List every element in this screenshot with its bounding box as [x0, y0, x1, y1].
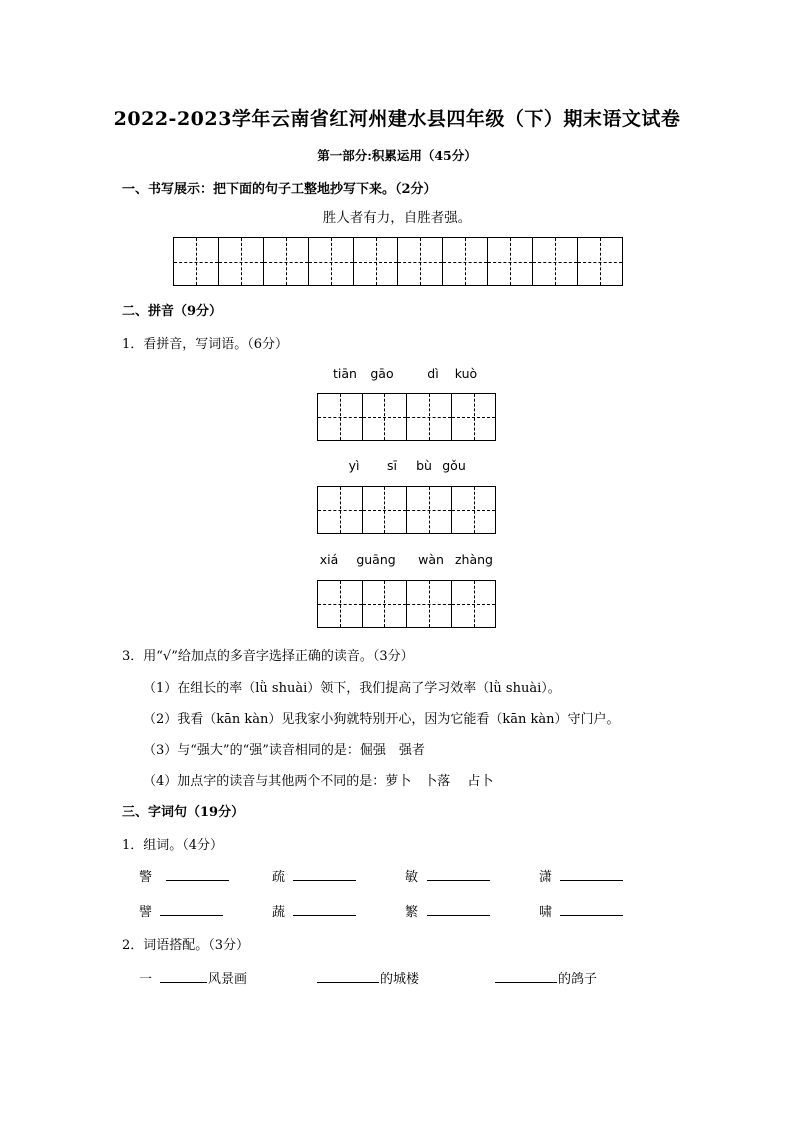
- pinyin: guāng: [356, 552, 396, 567]
- copy-sentence: 胜人者有力，自胜者强。: [322, 210, 472, 226]
- grid-cell[interactable]: [318, 486, 363, 534]
- grid-cell[interactable]: [363, 580, 408, 628]
- pinyin: gāo: [370, 366, 394, 381]
- writing-grid-word-3[interactable]: [317, 580, 496, 628]
- answer-blank[interactable]: [293, 866, 356, 881]
- pinyin: zhàng: [454, 552, 493, 567]
- writing-grid-word-1[interactable]: [317, 393, 496, 441]
- grid-cell[interactable]: [363, 486, 408, 534]
- word-prompt: 疏: [272, 870, 286, 885]
- answer-blank[interactable]: [317, 968, 379, 983]
- word-prompt: 潇: [539, 870, 553, 885]
- grid-cell[interactable]: [452, 393, 497, 441]
- match-item: 的鸽子: [558, 972, 598, 987]
- word-prompt: 啸: [539, 905, 553, 920]
- grid-cell[interactable]: [488, 237, 533, 286]
- match-item: 风景画: [208, 972, 248, 987]
- grid-cell[interactable]: [452, 486, 497, 534]
- grid-cell[interactable]: [174, 237, 219, 286]
- question-item: （2）我看（kān kàn）见我家小狗就特别开心，因为它能看（kān kàn）守门户。: [143, 712, 620, 727]
- section-heading-2: 二、拼音（9分）: [122, 304, 223, 319]
- grid-cell[interactable]: [533, 237, 578, 286]
- pinyin: kuò: [454, 366, 478, 381]
- answer-blank[interactable]: [293, 901, 356, 916]
- question-3-2: 2．词语搭配。（3分）: [122, 938, 250, 953]
- word-prompt: 蔬: [272, 905, 286, 920]
- pinyin: dì: [427, 366, 439, 381]
- writing-grid-sentence[interactable]: [173, 237, 623, 286]
- word-prompt: 譬: [139, 905, 153, 920]
- word-prompt: 敏: [405, 870, 419, 885]
- grid-cell[interactable]: [309, 237, 354, 286]
- pinyin: bù: [416, 458, 432, 473]
- section-heading-1: 一、书写展示：把下面的句子工整地抄写下来。（2分）: [122, 182, 437, 197]
- question-item: （4）加点字的读音与其他两个不同的是：萝卜 卜落 占卜: [143, 774, 494, 789]
- grid-cell[interactable]: [407, 393, 452, 441]
- answer-blank[interactable]: [560, 901, 623, 916]
- word-prompt: 警: [139, 870, 153, 885]
- pinyin: yì: [348, 458, 360, 473]
- answer-blank[interactable]: [160, 968, 207, 983]
- pinyin: wàn: [418, 552, 444, 567]
- answer-blank[interactable]: [427, 901, 490, 916]
- match-prefix: 一: [139, 972, 153, 987]
- question-2-1: 1．看拼音，写词语。（6分）: [122, 337, 289, 352]
- section-heading-3: 三、字词句（19分）: [122, 805, 245, 820]
- grid-cell[interactable]: [578, 237, 623, 286]
- question-3-1: 1．组词。（4分）: [122, 838, 224, 853]
- pinyin: tiān: [333, 366, 357, 381]
- pinyin: gǒu: [442, 458, 466, 473]
- grid-cell[interactable]: [318, 580, 363, 628]
- page-title: 2022-2023学年云南省红河州建水县四年级（下）期末语文试卷: [113, 108, 681, 130]
- match-item: 的城楼: [380, 972, 420, 987]
- grid-cell[interactable]: [452, 580, 497, 628]
- answer-blank[interactable]: [427, 866, 490, 881]
- grid-cell[interactable]: [407, 486, 452, 534]
- answer-blank[interactable]: [560, 866, 623, 881]
- answer-blank[interactable]: [166, 866, 229, 881]
- word-prompt: 繁: [405, 905, 419, 920]
- question-item: （3）与“强大”的“强”读音相同的是：倔强 强者: [143, 743, 425, 758]
- part-subtitle: 第一部分:积累运用（45分）: [317, 148, 477, 163]
- writing-grid-word-2[interactable]: [317, 486, 496, 534]
- pinyin: sī: [387, 458, 397, 473]
- grid-cell[interactable]: [407, 580, 452, 628]
- grid-cell[interactable]: [398, 237, 443, 286]
- question-item: （1）在组长的率（lǜ shuài）领下，我们提高了学习效率（lǜ shuài）。: [143, 681, 561, 696]
- grid-cell[interactable]: [354, 237, 399, 286]
- grid-cell[interactable]: [219, 237, 264, 286]
- grid-cell[interactable]: [264, 237, 309, 286]
- grid-cell[interactable]: [318, 393, 363, 441]
- grid-cell[interactable]: [443, 237, 488, 286]
- answer-blank[interactable]: [495, 968, 557, 983]
- pinyin: xiá: [319, 552, 339, 567]
- question-2-3: 3．用“√”给加点的多音字选择正确的读音。（3分）: [122, 649, 414, 664]
- answer-blank[interactable]: [160, 901, 223, 916]
- grid-cell[interactable]: [363, 393, 408, 441]
